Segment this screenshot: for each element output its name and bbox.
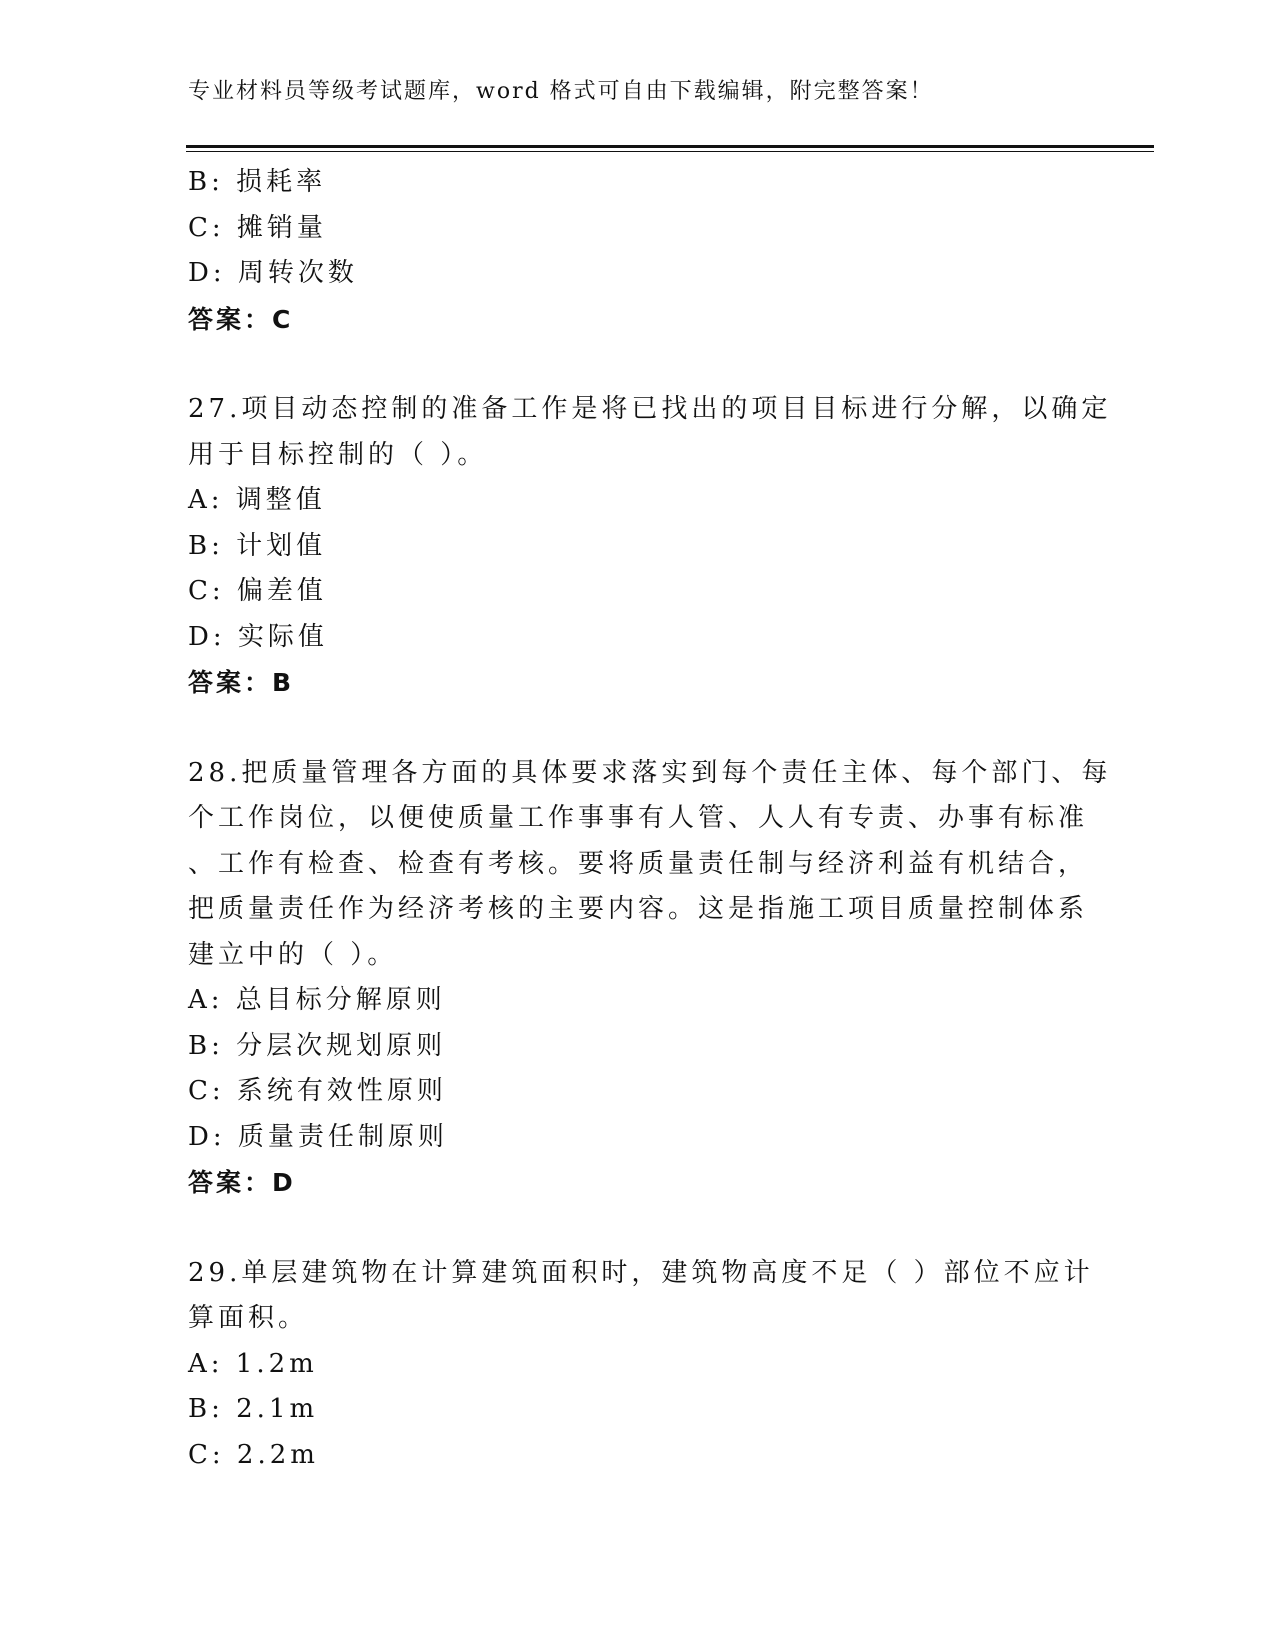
option-line: C: 偏差值 — [188, 576, 327, 606]
option-line: B: 分层次规划原则 — [188, 1030, 447, 1061]
question-stem-line: 、工作有检查、检查有考核。要将质量责任制与经济利益有机结合， — [188, 848, 1089, 879]
answer-line: 答案：C — [188, 304, 294, 334]
spacer — [188, 1206, 1088, 1251]
spacer — [188, 342, 1088, 387]
option-line: A: 调整值 — [188, 485, 326, 515]
answer-line: 答案：B — [188, 668, 295, 697]
question-stem-line: 27.项目动态控制的准备工作是将已找出的项目目标进行分解，以确定 — [188, 394, 1112, 424]
answer-line: 答案：D — [188, 1168, 296, 1197]
option-line: B: 损耗率 — [188, 167, 327, 197]
carryover-options — [188, 160, 1088, 342]
question-stem-line: 算面积。 — [188, 1303, 309, 1333]
question-stem-line: 把质量责任作为经济考核的主要内容。这是指施工项目质量控制体系 — [188, 894, 1089, 924]
option-line: B: 2.1m — [188, 1394, 319, 1424]
option-line: D: 实际值 — [188, 621, 328, 652]
option-line: D: 质量责任制原则 — [188, 1121, 448, 1152]
header-rule-thick — [186, 145, 1154, 148]
option-line: C: 系统有效性原则 — [188, 1076, 447, 1106]
option-line: C: 2.2m — [188, 1439, 319, 1470]
question-stem-line: 29.单层建筑物在计算建筑面积时，建筑物高度不足（ ）部位不应计 — [188, 1257, 1094, 1288]
question-content — [188, 160, 1112, 1478]
question-29 — [188, 1251, 1094, 1479]
option-line: D: 周转次数 — [188, 258, 358, 288]
option-line: A: 总目标分解原则 — [188, 985, 446, 1015]
spacer — [188, 706, 1088, 751]
question-27 — [188, 387, 1112, 706]
question-stem-line: 建立中的（ ）。 — [188, 939, 398, 970]
option-line: B: 计划值 — [188, 530, 327, 561]
question-stem-line: 个工作岗位，以便使质量工作事事有人管、人人有专责、办事有标准 — [188, 803, 1089, 833]
header-rule-thin — [186, 151, 1154, 152]
question-stem-line: 用于目标控制的（ ）。 — [188, 439, 488, 470]
page-header: 专业材料员等级考试题库，word 格式可自由下载编辑，附完整答案！ — [188, 79, 934, 104]
option-line: A: 1.2m — [188, 1348, 318, 1379]
option-line: C: 摊销量 — [188, 212, 327, 243]
question-stem-line: 28.把质量管理各方面的具体要求落实到每个责任主体、每个部门、每 — [188, 757, 1112, 788]
question-28 — [188, 751, 1112, 1206]
